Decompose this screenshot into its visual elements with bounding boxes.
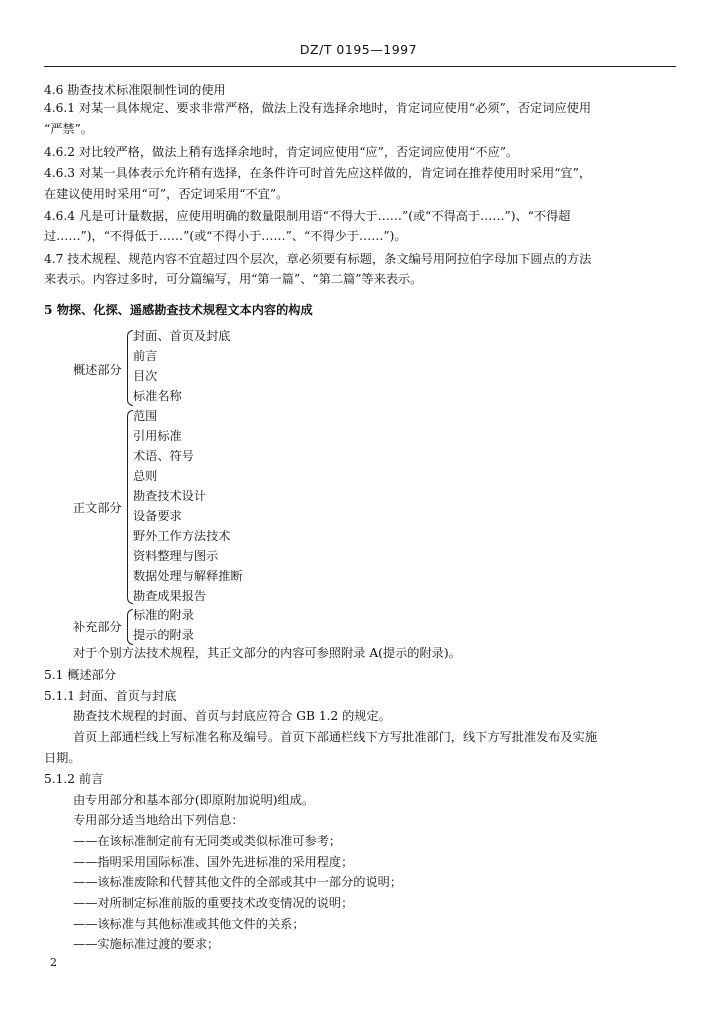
body-item: 设备要求 — [133, 509, 182, 523]
section-5-1-2-title: 5.1.2 前言 — [44, 772, 104, 786]
page-number: 2 — [50, 956, 57, 969]
para-4-6-2: 4.6.2 对比较严格，做法上稍有选择余地时，肯定词应使用“应”，否定词应使用“不应”。 — [44, 145, 519, 159]
bullet-item: ——该标准废除和代替其他文件的全部或其中一部分的说明； — [73, 875, 403, 889]
para-4-7-line1: 4.7 技术规程、规范内容不宜超过四个层次，章必须要有标题，条文编号用阿拉伯字母加下圆点的方法 — [44, 252, 592, 266]
body-item: 术语、符号 — [133, 449, 194, 463]
body-item: 勘查成果报告 — [133, 589, 207, 603]
body-item: 引用标准 — [133, 429, 182, 443]
para-4-6-1-line2: “严禁”。 — [44, 122, 94, 136]
body-item: 勘查技术设计 — [133, 489, 207, 503]
bullet-item: ——在该标准制定前有无同类或类似标准可参考； — [73, 834, 342, 848]
note-appendix: 对于个别方法技术规程，其正文部分的内容可参照附录 A(提示的附录)。 — [73, 646, 461, 660]
group-label-overview: 概述部分 — [73, 363, 122, 377]
overview-item: 前言 — [133, 349, 158, 363]
para-4-6-4-line1: 4.6.4 凡是可计量数据，应使用明确的数量限制用语“不得大于……”(或“不得高于……”)、“不得超 — [44, 209, 571, 223]
group-label-body: 正文部分 — [73, 501, 122, 515]
para-5-1-1-1: 勘查技术规程的封面、首页与封底应符合 GB 1.2 的规定。 — [73, 709, 391, 723]
bullet-item: ——该标准与其他标准或其他文件的关系； — [73, 917, 305, 931]
section-5-1-title: 5.1 概述部分 — [44, 668, 117, 682]
para-5-1-2-1: 由专用部分和基本部分(即原附加说明)组成。 — [73, 793, 315, 807]
section-5-1-1-title: 5.1.1 封面、首页与封底 — [44, 689, 177, 703]
body-item: 总则 — [133, 469, 158, 483]
para-5-1-1-2-line1: 首页上部通栏线上写标准名称及编号。首页下部通栏线下方写批准部门，线下方写批准发布及实施 — [73, 730, 598, 744]
bullet-item: ——指明采用国际标准、国外先进标准的采用程度； — [73, 855, 354, 869]
bullet-item: ——实施标准过渡的要求； — [73, 937, 220, 951]
header-code: DZ/T 0195—1997 — [299, 42, 418, 57]
para-5-1-2-2: 专用部分适当地给出下列信息： — [73, 813, 244, 827]
header-rule — [44, 66, 676, 67]
para-4-6-1-line1: 4.6.1 对某一具体规定、要求非常严格，做法上没有选择余地时，肯定词应使用“必须”，否定词应使用 — [44, 101, 592, 115]
body-item: 数据处理与解释推断 — [133, 569, 243, 583]
section-5-title: 5 物探、化探、遥感勘查技术规程文本内容的构成 — [44, 303, 313, 317]
overview-item: 标准名称 — [133, 389, 182, 403]
para-4-6-4-line2: 过……”)，“不得低于……”(或“不得小于……”、“不得少于……”)。 — [44, 229, 407, 243]
para-5-1-1-2-line2: 日期。 — [44, 751, 81, 765]
overview-item: 目次 — [133, 369, 158, 383]
para-4-6-3-line1: 4.6.3 对某一具体表示允许稍有选择，在条件许可时首先应这样做的，肯定词在推荐使用时采用“宜”， — [44, 166, 592, 180]
bullet-item: ——对所制定标准前版的重要技术改变情况的说明； — [73, 896, 354, 910]
para-4-6-3-line2: 在建议使用时采用“可”，否定词采用“不宜”。 — [44, 187, 289, 201]
body-item: 野外工作方法技术 — [133, 529, 231, 543]
section-4-6-title: 4.6 勘查技术标准限制性词的使用 — [44, 83, 226, 97]
supplement-item: 提示的附录 — [133, 628, 194, 642]
group-label-supplement: 补充部分 — [73, 620, 122, 634]
body-item: 资料整理与图示 — [133, 549, 219, 563]
supplement-item: 标准的附录 — [133, 608, 194, 622]
body-item: 范围 — [133, 409, 158, 423]
para-4-7-line2: 来表示。内容过多时，可分篇编写，用“第一篇”、“第二篇”等来表示。 — [44, 272, 423, 286]
overview-item: 封面、首页及封底 — [133, 329, 231, 343]
